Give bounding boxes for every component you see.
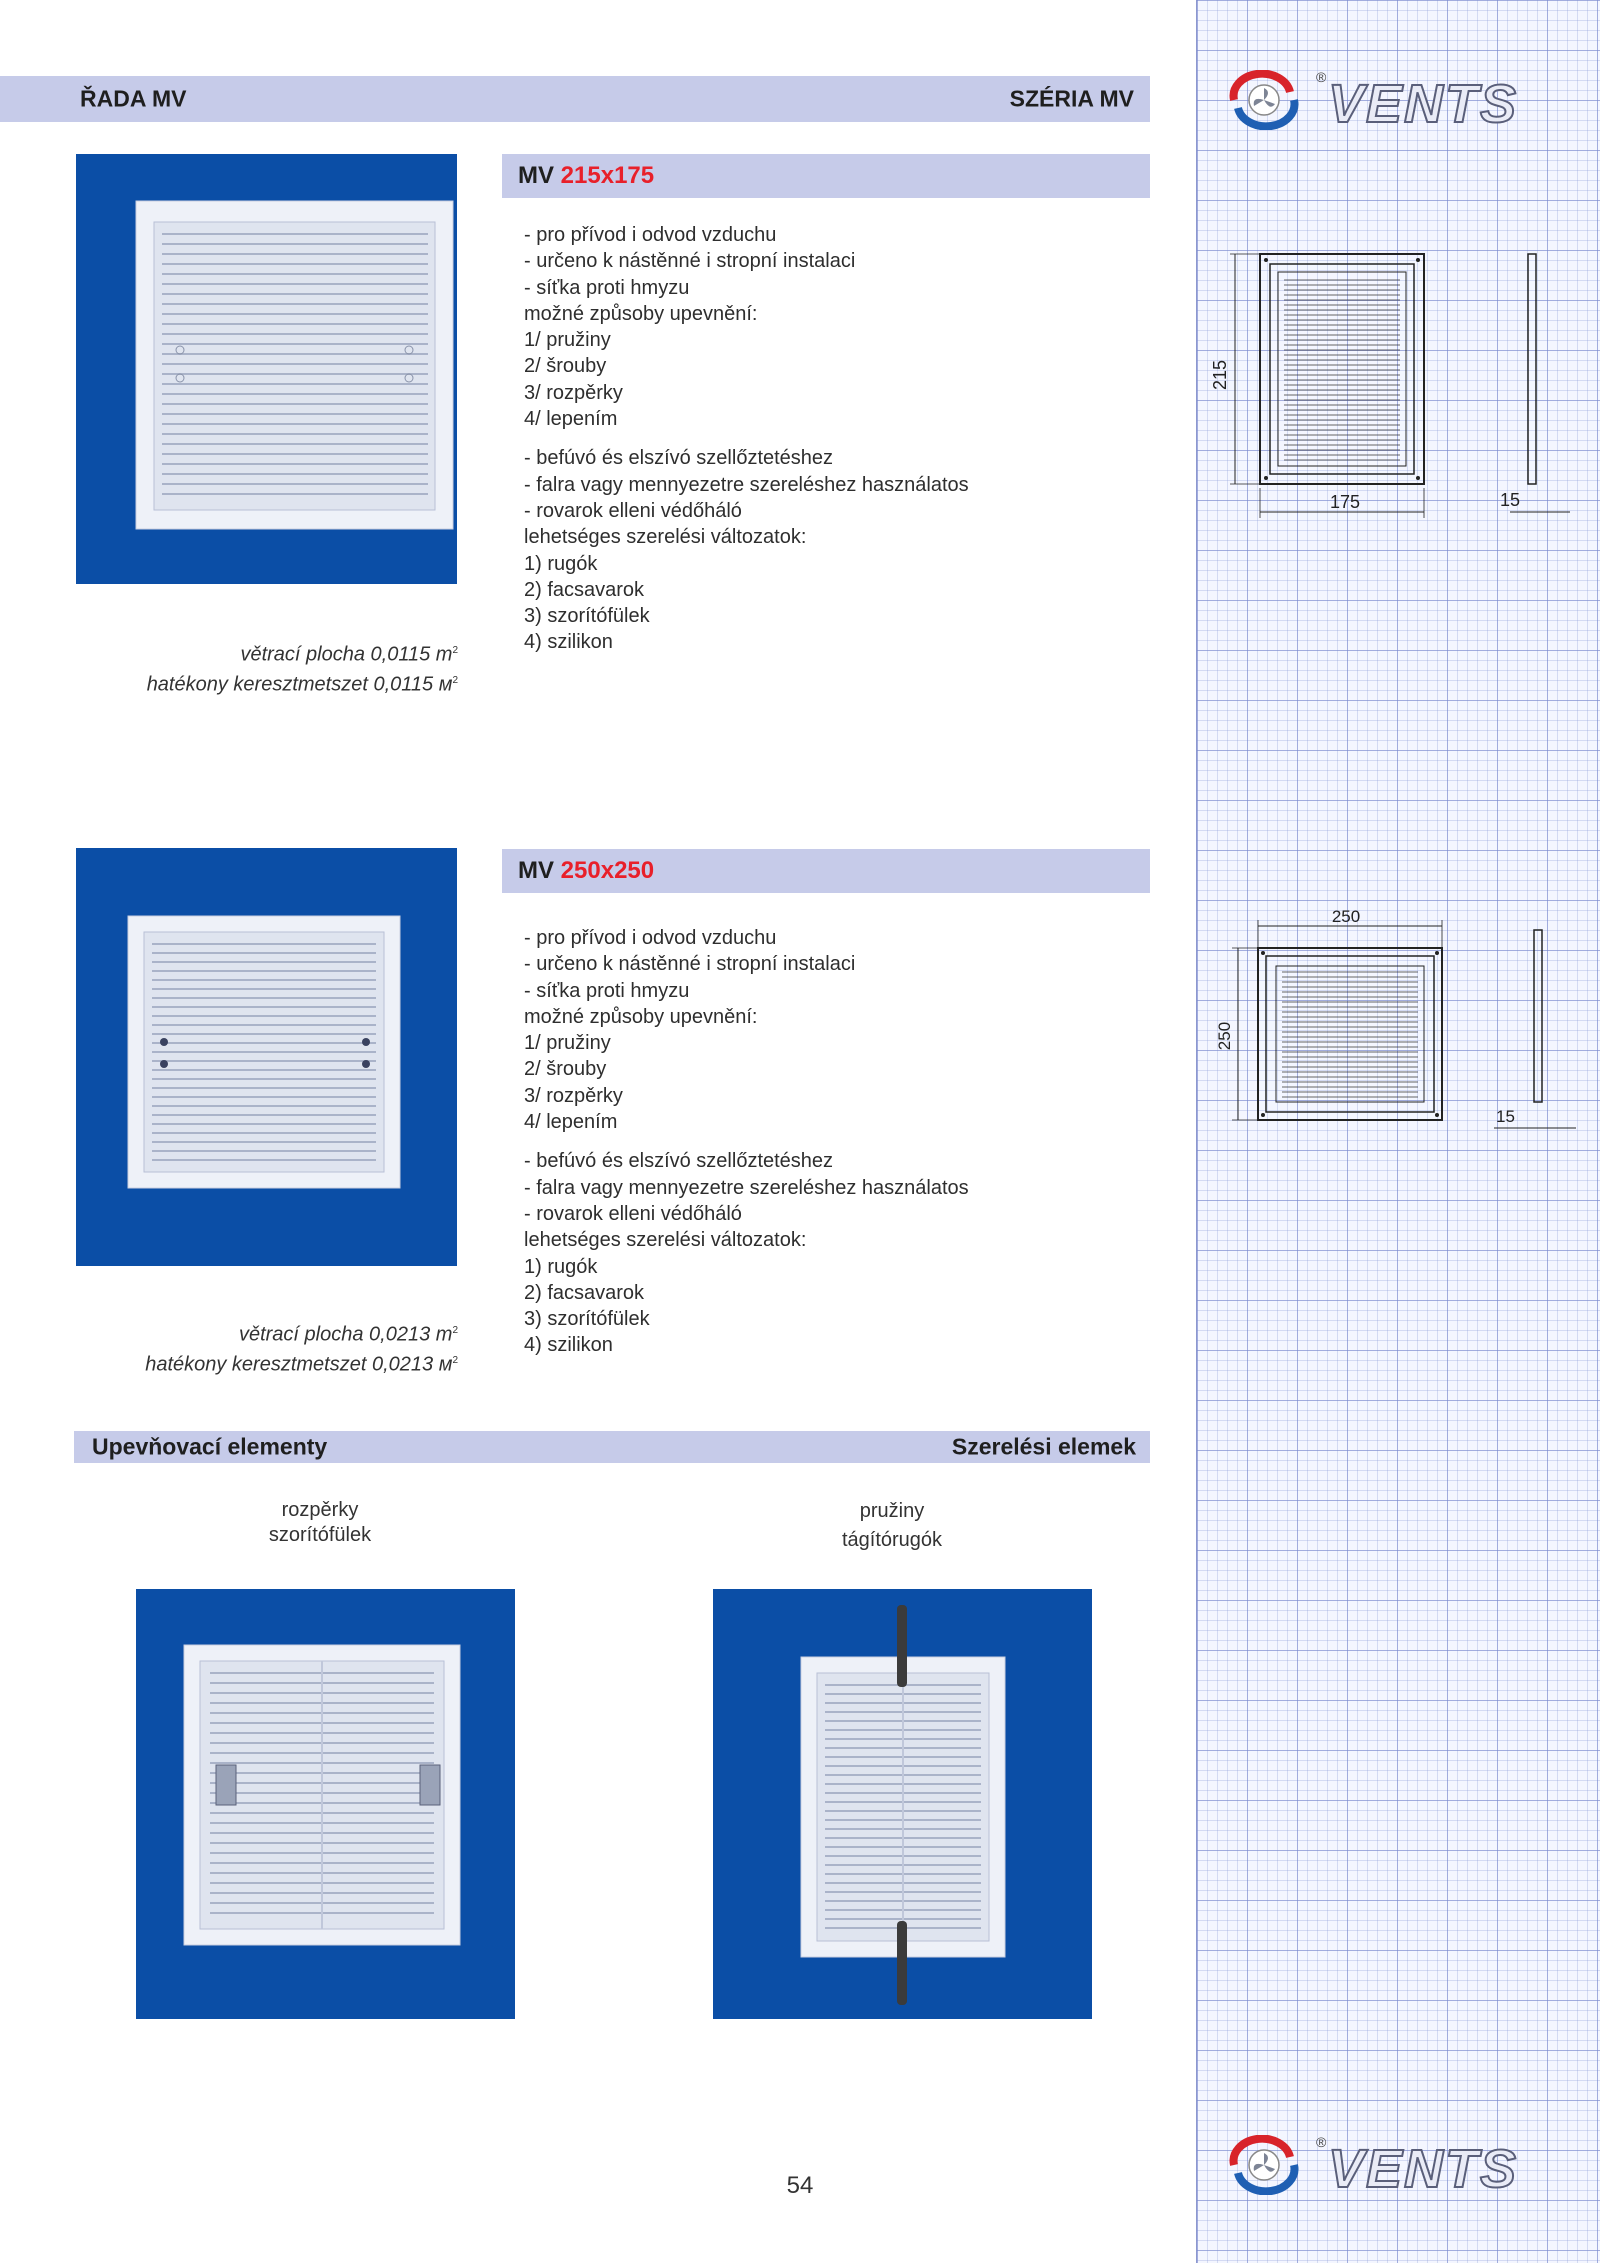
registered-mark: ® xyxy=(1316,2135,1327,2150)
feature-line: možné způsoby upevnění: xyxy=(524,302,758,325)
mounting-photo-springs xyxy=(713,1589,1092,2019)
area-value-cz: 0,0213 m xyxy=(369,1323,453,1346)
feature-line: lehetséges szerelési változatok: xyxy=(524,1229,807,1252)
product-photo-mv-250x250 xyxy=(76,848,457,1266)
feature-line: - befúvó és elszívó szellőztetéshez xyxy=(524,1150,834,1173)
product-title xyxy=(518,857,654,885)
feature-line: 3/ rozpěrky xyxy=(524,381,623,404)
label-hu: szorítófülek xyxy=(268,1524,372,1546)
feature-line: možné způsoby upevnění: xyxy=(524,1005,758,1028)
feature-line: 4/ lepením xyxy=(524,408,618,431)
feature-line: 4/ lepením xyxy=(524,1111,618,1134)
ventilation-area-2 xyxy=(145,1318,458,1377)
grille-with-spacers-icon xyxy=(136,1589,515,2019)
grille-photo-icon xyxy=(76,154,457,584)
area-unit-sup: 2 xyxy=(452,1325,458,1336)
feature-line: 1) rugók xyxy=(524,1255,598,1278)
technical-drawing-mv-250x250 xyxy=(1200,900,1590,1140)
features-block-2 xyxy=(524,925,969,1359)
feature-line: 1/ pružiny xyxy=(524,1032,611,1055)
header-right-title: SZÉRIA MV xyxy=(1009,85,1134,112)
mounting-photo-spacers xyxy=(136,1589,515,2019)
features-block-1 xyxy=(524,222,969,656)
area-label-hu: hatékony keresztmetszet xyxy=(146,673,368,696)
feature-line: 3/ rozpěrky xyxy=(524,1084,623,1107)
feature-line: - síťka proti hmyzu xyxy=(524,276,690,299)
label-cz: rozpěrky xyxy=(281,1499,359,1521)
mounting-band xyxy=(74,1431,1150,1463)
area-unit-sup: 2 xyxy=(452,1354,458,1366)
grille-photo-icon xyxy=(76,848,457,1266)
area-label-cz: větrací plocha xyxy=(240,643,365,666)
model-prefix: MV xyxy=(518,162,554,189)
mounting-item-label-1 xyxy=(200,1498,440,1548)
mounting-title-hu: Szerelési elemek xyxy=(951,1433,1136,1460)
feature-line: 2) facsavarok xyxy=(524,578,645,601)
area-value-hu: 0,0115 м xyxy=(373,673,453,696)
product-title xyxy=(518,162,654,190)
product-title-band xyxy=(502,154,1150,198)
area-value-hu: 0,0213 м xyxy=(371,1353,453,1376)
feature-line: - rovarok elleni védőháló xyxy=(524,499,742,522)
registered-mark: ® xyxy=(1316,70,1327,85)
area-unit-sup: 2 xyxy=(452,674,458,686)
label-cz: pružiny xyxy=(859,1500,925,1522)
technical-drawing-mv-215x175 xyxy=(1200,240,1590,530)
area-value-cz: 0,0115 m xyxy=(370,643,453,666)
vents-logo-text: VENTS xyxy=(1328,2139,1519,2195)
dim-depth: 15 xyxy=(1500,490,1521,510)
page-number: 54 xyxy=(786,2172,814,2199)
dim-depth: 15 xyxy=(1496,1107,1515,1126)
vents-logo-bottom xyxy=(1228,2135,1568,2195)
dim-height: 250 xyxy=(1215,1021,1234,1051)
model-size: 215x175 xyxy=(560,162,655,189)
feature-line: - falra vagy mennyezetre szereléshez használatos xyxy=(524,473,969,496)
feature-line: - síťka proti hmyzu xyxy=(524,979,690,1002)
feature-line: 4) szilikon xyxy=(524,1334,613,1357)
feature-line: lehetséges szerelési változatok: xyxy=(524,526,807,549)
ventilation-area-1 xyxy=(147,638,458,697)
vents-logo-top xyxy=(1228,70,1568,130)
feature-line: 3) szorítófülek xyxy=(524,1308,650,1331)
feature-line: 2/ šrouby xyxy=(524,1058,607,1081)
feature-line: 1/ pružiny xyxy=(524,329,611,352)
feature-line: - pro přívod i odvod vzduchu xyxy=(524,927,777,949)
model-size: 250x250 xyxy=(560,857,655,884)
feature-line: - určeno k nástěnné i stropní instalaci xyxy=(524,953,856,976)
fan-logo-icon xyxy=(1234,2139,1295,2192)
dim-width: 250 xyxy=(1331,907,1361,926)
fan-logo-icon xyxy=(1234,74,1295,127)
area-label-cz: větrací plocha xyxy=(238,1323,364,1346)
dim-height: 215 xyxy=(1210,359,1230,391)
feature-line: - falra vagy mennyezetre szereléshez használatos xyxy=(524,1176,969,1199)
product-title-band xyxy=(502,849,1150,893)
feature-line: - rovarok elleni védőháló xyxy=(524,1202,742,1225)
feature-line: 2) facsavarok xyxy=(524,1281,645,1304)
model-prefix: MV xyxy=(518,857,554,884)
header-band xyxy=(0,76,1150,122)
label-hu: tágítórugók xyxy=(841,1529,943,1551)
feature-line: 4) szilikon xyxy=(524,631,613,654)
feature-line: - určeno k nástěnné i stropní instalaci xyxy=(524,250,856,273)
header-left-title: ŘADA MV xyxy=(80,85,187,112)
feature-line: 2/ šrouby xyxy=(524,355,607,378)
area-label-hu: hatékony keresztmetszet xyxy=(145,1353,367,1376)
feature-line: 3) szorítófülek xyxy=(524,605,650,628)
dim-width: 175 xyxy=(1329,492,1361,512)
area-unit-sup: 2 xyxy=(452,645,458,656)
mounting-title-cz: Upevňovací elementy xyxy=(92,1433,328,1460)
feature-line: - pro přívod i odvod vzduchu xyxy=(524,224,777,246)
feature-line: 1) rugók xyxy=(524,552,598,575)
feature-line: - befúvó és elszívó szellőztetéshez xyxy=(524,447,834,470)
grille-with-springs-icon xyxy=(713,1589,1092,2019)
vents-logo-text: VENTS xyxy=(1328,74,1519,130)
mounting-item-label-2 xyxy=(772,1498,1012,1553)
product-photo-mv-215x175 xyxy=(76,154,457,584)
